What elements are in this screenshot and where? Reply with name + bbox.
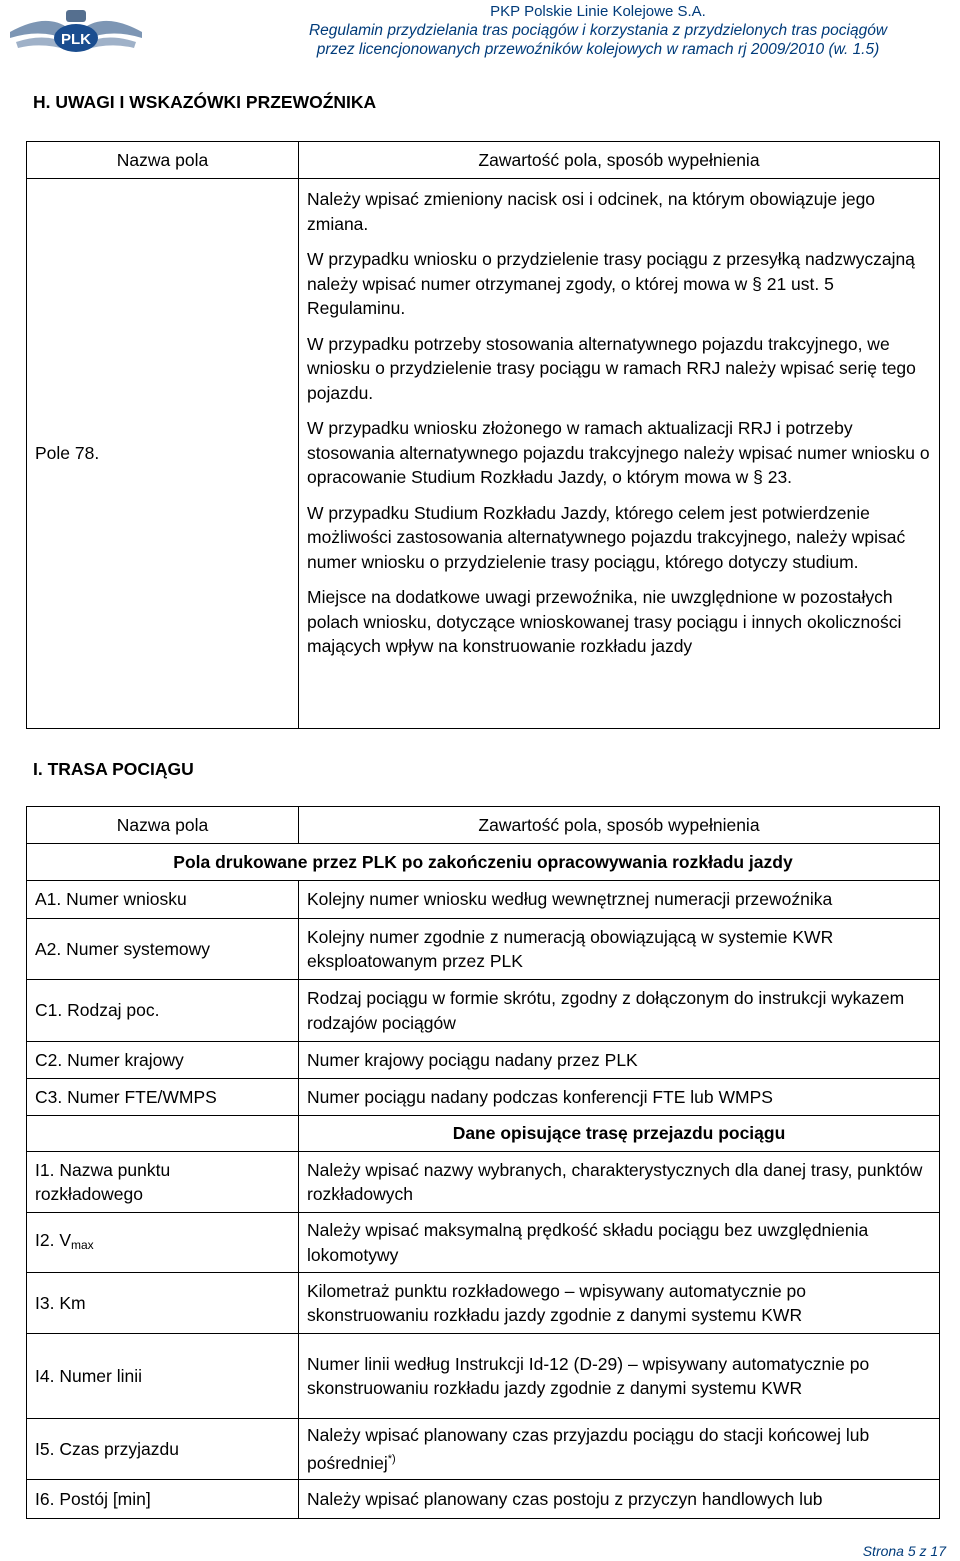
table-row: I3. Km Kilometraż punktu rozkładowego – wpisywany automatycznie po skonstruowaniu rozkładu jazdy zgodnie z danymi systemu KWR: [27, 1273, 940, 1334]
company-name: PKP Polskie Linie Kolejowe S.A.: [490, 3, 706, 20]
table-row: I6. Postój [min] Należy wpisać planowany czas postoju z przyczyn handlowych lub: [27, 1480, 940, 1519]
svg-text:PLK: PLK: [61, 31, 91, 48]
header-text: [248, 2, 948, 59]
table-row: C1. Rodzaj poc. Rodzaj pociągu w formie skrótu, zgodny z dołączonym do instrukcji wykazem rodzajów pociągów: [27, 980, 940, 1042]
header-line-1: Regulamin przydzielania tras pociągów i korzystania z przydzielonych tras pociągów: [308, 22, 888, 39]
paragraph: W przypadku wniosku złożonego w ramach aktualizacji RRJ i potrzeby stosowania alternatywnego pojazdu trakcyjnego należy wpisać numer wniosku o opracowanie Studium Rozkładu Jazdy, o którym mowa w § 23.: [307, 418, 930, 487]
table-row: I2. $V_{max}$ Należy wpisać maksymalną prędkość składu pociągu bez uwzględnienia lokomotywy: [27, 1213, 940, 1273]
header-line-2: przez licencjonowanych przewoźników kolejowych w ramach rj 2009/2010 (w. 1.5): [316, 41, 880, 58]
table-row: A2. Numer systemowy Kolejny numer zgodnie z numeracją obowiązującą w systemie KWR eksploatowanym przez PLK: [27, 919, 940, 980]
group-header: Dane opisujące trasę przejazdu pociągu: [299, 1116, 940, 1152]
table-row: A1. Numer wniosku Kolejny numer wniosku według wewnętrznej numeracji przewoźnika: [27, 881, 940, 919]
section-i-title: I. TRASA POCIĄGU: [33, 759, 194, 779]
paragraph: W przypadku Studium Rozkładu Jazdy, którego celem jest potwierdzenie możliwości zastosowania alternatywnego pojazdu trakcyjnego, należy wpisać numer wniosku o przydzielenie trasy pociągu, którego dotyczy studium.: [307, 502, 906, 572]
section-i-table: [26, 806, 940, 1519]
plk-logo: [6, 4, 146, 66]
page-header: [0, 0, 960, 70]
field-desc: Należy wpisać planowany czas przyjazdu pociągu do stacji końcowej lub pośredniej: [307, 1424, 870, 1473]
paragraph: Należy wpisać zmieniony nacisk osi i odcinek, na którym obowiązuje jego zmiana.: [307, 189, 876, 234]
table-row: C3. Numer FTE/WMPS Numer pociągu nadany podczas konferencji FTE lub WMPS: [27, 1079, 940, 1116]
section-h-table: [26, 141, 940, 729]
footnote-mark: *): [387, 1453, 396, 1465]
paragraph: Miejsce na dodatkowe uwagi przewoźnika, nie uwzględnione w pozostałych polach wniosku, dotyczące wnioskowanej trasy pociągu i innych okoliczności mających wpływ na konstruowanie rozkładu jazdy: [307, 587, 902, 656]
col-header-name: Nazwa pola: [27, 807, 299, 844]
paragraph: W przypadku wniosku o przydzielenie trasy pociągu z przesyłką nadzwyczajną należy wpisać numer otrzymanej zgody, o której mowa w § 21 ust. 5 Regulaminu.: [307, 249, 915, 318]
paragraph: W przypadku potrzeby stosowania alternatywnego pojazdu trakcyjnego, we wniosku o przydzielenie trasy pociągu w ramach RRJ należy wpisać serię tego pojazdu.: [307, 333, 916, 403]
field-pole-78: Pole 78.: [27, 179, 299, 729]
col-header-content: Zawartość pola, sposób wypełnienia: [299, 807, 940, 844]
col-header-content: Zawartość pola, sposób wypełnienia: [299, 142, 940, 179]
table-row: I4. Numer linii Numer linii według Instrukcji Id-12 (D-29) – wpisywany automatycznie po skonstruowaniu rozkładu jazdy zgodnie z danymi systemu KWR: [27, 1334, 940, 1419]
page-number: Strona 5 z 17: [862, 1543, 946, 1559]
section-h-title: H. UWAGI I WSKAZÓWKI PRZEWOŹNIKA: [33, 92, 377, 112]
table-row: I1. Nazwa punktu rozkładowego Należy wpisać nazwy wybranych, charakterystycznych dla danej trasy, punktów rozkładowych: [27, 1152, 940, 1213]
table-row: C2. Numer krajowy Numer krajowy pociągu nadany przez PLK: [27, 1042, 940, 1079]
field-name: I2. V: [35, 1229, 71, 1250]
field-pole-78-content: [299, 179, 940, 729]
group-header: Pola drukowane przez PLK po zakończeniu opracowywania rozkładu jazdy: [27, 844, 940, 881]
col-header-name: Nazwa pola: [27, 142, 299, 179]
table-row: I5. Czas przyjazdu Należy wpisać planowany czas przyjazdu pociągu do stacji końcowej lub pośredniej*): [27, 1419, 940, 1480]
subscript: max: [71, 1237, 94, 1252]
